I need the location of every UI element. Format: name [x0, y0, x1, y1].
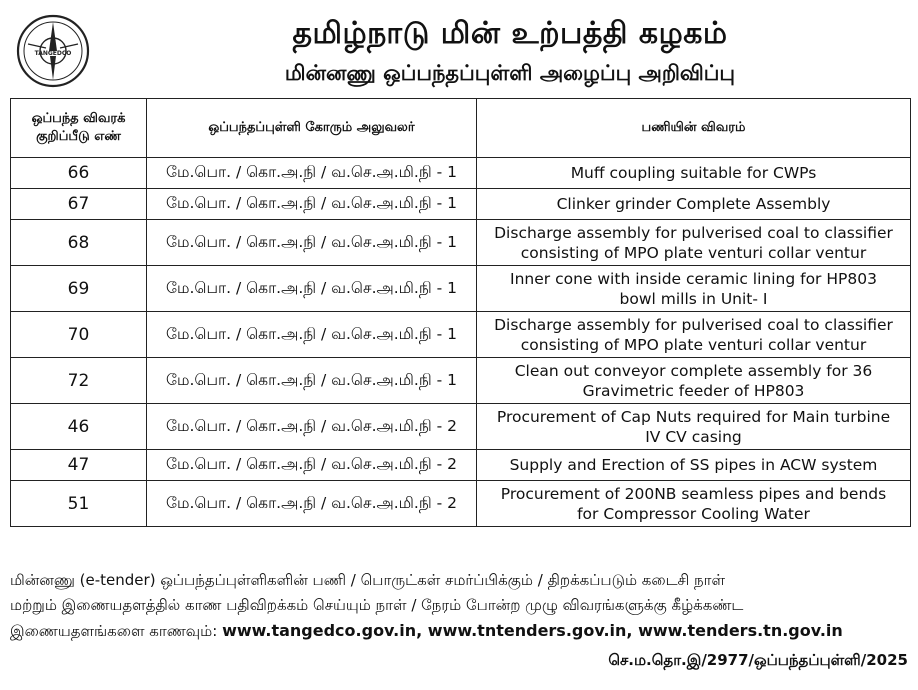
ref-number: 66: [11, 158, 147, 189]
notice-reference-number: செ.ம.தொ.இ/2977/ஒப்பந்தப்புள்ளி/2025: [608, 651, 908, 669]
ref-number: 72: [11, 358, 147, 404]
work-description: [477, 450, 911, 481]
ref-number: 70: [11, 312, 147, 358]
table-row: [11, 450, 911, 481]
tender-table: [10, 98, 911, 527]
work-description: [477, 404, 911, 450]
table-row: [11, 266, 911, 312]
work-description-line2: for Compressor Cooling Water: [577, 504, 810, 523]
tender-office: மே.பொ. / கொ.அ.நி / வ.செ.அ.மி.நி - 1: [147, 158, 477, 189]
work-description: [477, 481, 911, 527]
work-description-line1: Supply and Erection of SS pipes in ACW system: [509, 456, 878, 474]
work-description: [477, 312, 911, 358]
logo-text: TANGEDCO: [34, 50, 72, 57]
column-header-office: ஒப்பந்தப்புள்ளி கோரும் அலுவலர்: [147, 99, 477, 158]
work-description-line2: consisting of MPO plate venturi collar ventur: [520, 243, 867, 262]
tender-office: மே.பொ. / கொ.அ.நி / வ.செ.அ.மி.நி - 1: [147, 312, 477, 358]
work-description: [477, 266, 911, 312]
work-description: [477, 220, 911, 266]
notice-footer: [10, 568, 910, 644]
column-header-ref-line2: குறிப்பீடு எண்: [36, 129, 121, 144]
work-description-line2: IV CV casing: [645, 427, 742, 446]
tender-office: மே.பொ. / கொ.அ.நி / வ.செ.அ.மி.நி - 2: [147, 450, 477, 481]
table-row: [11, 404, 911, 450]
table-header-row: [11, 99, 911, 158]
table-row: [11, 358, 911, 404]
page-subtitle: மின்னணு ஒப்பந்தப்புள்ளி அழைப்பு அறிவிப்பு: [284, 61, 736, 85]
ref-number: 47: [11, 450, 147, 481]
work-description-line1: Procurement of 200NB seamless pipes and bends: [500, 484, 887, 503]
work-description-line1: Discharge assembly for pulverised coal to classifier: [494, 315, 893, 334]
table-row: [11, 158, 911, 189]
tangedco-logo-icon: [16, 14, 90, 88]
work-description: [477, 358, 911, 404]
page-title: தமிழ்நாடு மின் உற்பத்தி கழகம்: [292, 16, 728, 51]
ref-number: 51: [11, 481, 147, 527]
work-description: [477, 158, 911, 189]
work-description-line2: Gravimetric feeder of HP803: [582, 381, 805, 400]
tender-office: மே.பொ. / கொ.அ.நி / வ.செ.அ.மி.நி - 1: [147, 189, 477, 220]
tender-office: மே.பொ. / கொ.அ.நி / வ.செ.அ.மி.நி - 1: [147, 358, 477, 404]
ref-number: 68: [11, 220, 147, 266]
table-row: [11, 220, 911, 266]
footer-line-3: [10, 618, 910, 644]
ref-number: 46: [11, 404, 147, 450]
work-description-line1: Muff coupling suitable for CWPs: [570, 164, 817, 182]
work-description-line1: Procurement of Cap Nuts required for Main turbine: [496, 407, 891, 426]
tender-office: மே.பொ. / கொ.அ.நி / வ.செ.அ.மி.நி - 2: [147, 404, 477, 450]
footer-line-2: மற்றும் இணையதளத்தில் காண பதிவிறக்கம் செய்யும் நாள் / நேரம் போன்ற முழு விவரங்களுக்கு கீழ்க்கண்ட: [10, 596, 744, 614]
footer-websites: www.tangedco.gov.in, www.tntenders.gov.in, www.tenders.tn.gov.in: [222, 621, 843, 640]
footer-line-1: மின்னணு (e-tender) ஒப்பந்தப்புள்ளிகளின் பணி / பொருட்கள் சமர்ப்பிக்கும் / திறக்கப்படும் கடைசி நாள்: [10, 571, 726, 589]
tender-office: மே.பொ. / கொ.அ.நி / வ.செ.அ.மி.நி - 1: [147, 220, 477, 266]
work-description-line1: Inner cone with inside ceramic lining for HP803: [510, 269, 877, 288]
table-row: [11, 189, 911, 220]
footer-websites-prefix: இணையதளங்களை காணவும்:: [10, 622, 218, 640]
work-description-line2: bowl mills in Unit- I: [619, 289, 768, 308]
ref-number: 69: [11, 266, 147, 312]
work-description-line1: Clean out conveyor complete assembly for 36: [514, 361, 873, 380]
table-row: [11, 481, 911, 527]
tender-office: மே.பொ. / கொ.அ.நி / வ.செ.அ.மி.நி - 1: [147, 266, 477, 312]
work-description-line1: Discharge assembly for pulverised coal to classifier: [494, 223, 893, 242]
ref-number: 67: [11, 189, 147, 220]
column-header-ref-line1: ஒப்பந்த விவரக்: [31, 111, 126, 126]
tender-office: மே.பொ. / கொ.அ.நி / வ.செ.அ.மி.நி - 2: [147, 481, 477, 527]
column-header-work: பணியின் விவரம்: [477, 99, 911, 158]
work-description-line1: Clinker grinder Complete Assembly: [556, 195, 831, 213]
column-header-ref: [11, 99, 147, 158]
notice-header: [0, 0, 918, 96]
work-description-line2: consisting of MPO plate venturi collar ventur: [520, 335, 867, 354]
table-row: [11, 312, 911, 358]
work-description: [477, 189, 911, 220]
